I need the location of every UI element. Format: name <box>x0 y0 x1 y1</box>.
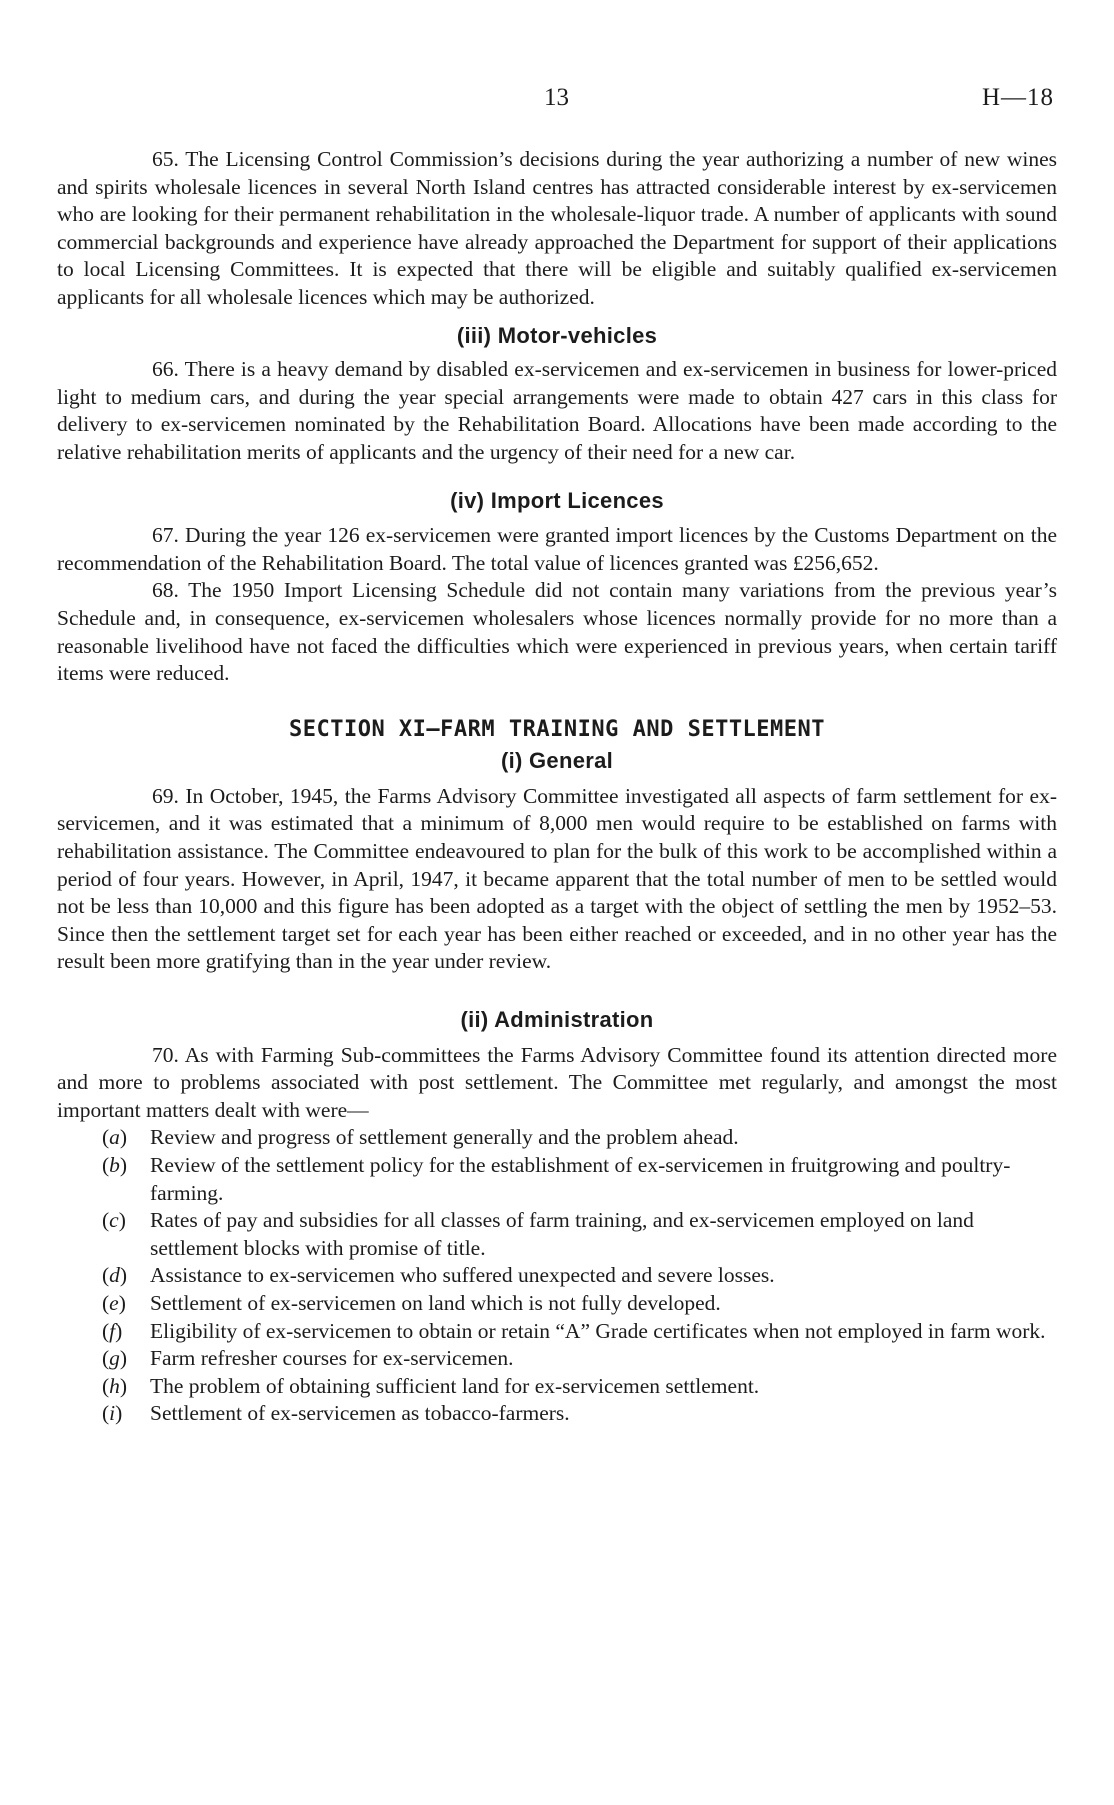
list-marker: g <box>109 1346 120 1371</box>
list-item-text: Review of the settlement policy for the establishment of ex-servicemen in fruitgrowing and poultry-farming. <box>150 1153 1011 1205</box>
matters-list <box>57 1124 1057 1428</box>
list-item: (e) Settlement of ex-servicemen on land which is not fully developed. <box>102 1290 721 1315</box>
page-body <box>57 146 1057 1428</box>
paragraph-66: 66. There is a heavy demand by disabled ex-servicemen and ex-servicemen in business for lower-priced light to medium cars, and during the year special arrangements were made to obtain 427 cars in this class for delivery to ex-servicemen nominated by the Rehabilitation Board. Allocations have been made according to the relative rehabilitation merits of applicants and the urgency of their need for a new car. <box>57 357 1057 464</box>
list-item: (b) Review of the settlement policy for the establishment of ex-servicemen in fruitgrowing and poultry-farming. <box>102 1153 1011 1205</box>
document-code: H—18 <box>981 84 1054 111</box>
list-item-text: Farm refresher courses for ex-servicemen. <box>150 1346 514 1371</box>
list-marker: a <box>109 1125 120 1150</box>
list-item: (d) Assistance to ex-servicemen who suffered unexpected and severe losses. <box>102 1263 775 1288</box>
heading-administration: (ii) Administration <box>460 1007 654 1033</box>
list-item-text: Eligibility of ex-servicemen to obtain or retain “A” Grade certificates when not employed in farm work. <box>150 1318 1046 1343</box>
list-item: (a) Review and progress of settlement generally and the problem ahead. <box>102 1125 739 1150</box>
page-header <box>0 84 1114 120</box>
list-item-text: Rates of pay and subsidies for all classes of farm training, and ex-servicemen employed on land settlement blocks with promise of title. <box>150 1208 974 1260</box>
list-marker: c <box>109 1208 119 1233</box>
list-marker: f <box>109 1318 116 1343</box>
list-item-text: Settlement of ex-servicemen as tobacco-farmers. <box>150 1401 570 1426</box>
paragraph-69: 69. In October, 1945, the Farms Advisory Committee investigated all aspects of farm settlement for ex-servicemen, and it was estimated that a minimum of 8,000 men would require to be established on farms with rehabilitation assistance. The Committee endeavoured to plan for the bulk of this work to be accomplished within a period of four years. However, in April, 1947, it became apparent that the total number of men to be settled would not be less than 10,000 and this figure has been adopted as a target with the object of settling the men by 1952–53. Since then the settlement target set for each year has been either reached or exceeded, and in no other year has the result been more gratifying than in the year under review. <box>57 783 1057 974</box>
list-marker: h <box>109 1373 120 1398</box>
list-item-text: Settlement of ex-servicemen on land which is not fully developed. <box>150 1290 721 1315</box>
list-marker: e <box>109 1290 119 1315</box>
section-title: SECTION XI—FARM TRAINING AND SETTLEMENT <box>288 716 826 742</box>
list-marker: d <box>109 1263 120 1288</box>
list-item: (h) The problem of obtaining sufficient land for ex-servicemen settlement. <box>102 1373 760 1398</box>
heading-motor-vehicles: (iii) Motor-vehicles <box>456 322 658 348</box>
heading-import-licences: (iv) Import Licences <box>450 487 664 513</box>
paragraph-65: 65. The Licensing Control Commission’s decisions during the year authorizing a number of new wines and spirits wholesale licences in several North Island centres has attracted considerable interest by ex-servicemen who are looking for their permanent rehabilitation in the wholesale-liquor trade. A number of applicants with sound commercial backgrounds and experience have already approached the Department for support of their applications to local Licensing Committees. It is expected that there will be eligible and suitably qualified ex-servicemen applicants for all wholesale licences which may be authorized. <box>57 147 1057 309</box>
paragraph-67: 67. During the year 126 ex-servicemen were granted import licences by the Customs Department on the recommendation of the Rehabilitation Board. The total value of licences granted was £256,652. <box>57 523 1057 575</box>
paragraph-68: 68. The 1950 Import Licensing Schedule did not contain many variations from the previous year’s Schedule and, in consequence, ex-servicemen wholesalers whose licences normally provide for no more than a reasonable livelihood have not faced the difficulties which were experienced in previous years, when certain tariff items were reduced. <box>57 578 1057 686</box>
list-item: (c) Rates of pay and subsidies for all classes of farm training, and ex-servicemen employed on land settlement blocks with promise of title. <box>102 1208 974 1260</box>
list-item: (i) Settlement of ex-servicemen as tobacco-farmers. <box>102 1401 570 1426</box>
list-item-text: The problem of obtaining sufficient land for ex-servicemen settlement. <box>150 1373 760 1398</box>
page-number: 13 <box>544 84 569 111</box>
list-item-text: Review and progress of settlement generally and the problem ahead. <box>150 1125 739 1150</box>
list-item-text: Assistance to ex-servicemen who suffered unexpected and severe losses. <box>150 1263 775 1288</box>
list-item: (f) Eligibility of ex-servicemen to obtain or retain “A” Grade certificates when not employed in farm work. <box>102 1318 1046 1343</box>
heading-general: (i) General <box>500 748 614 774</box>
list-marker: i <box>109 1401 116 1426</box>
list-marker: b <box>109 1153 120 1177</box>
list-item: (g) Farm refresher courses for ex-servicemen. <box>102 1346 514 1371</box>
paragraph-70: 70. As with Farming Sub-committees the Farms Advisory Committee found its attention directed more and more to problems associated with post settlement. The Committee met regularly, and amongst the most important matters dealt with were— <box>57 1042 1057 1122</box>
